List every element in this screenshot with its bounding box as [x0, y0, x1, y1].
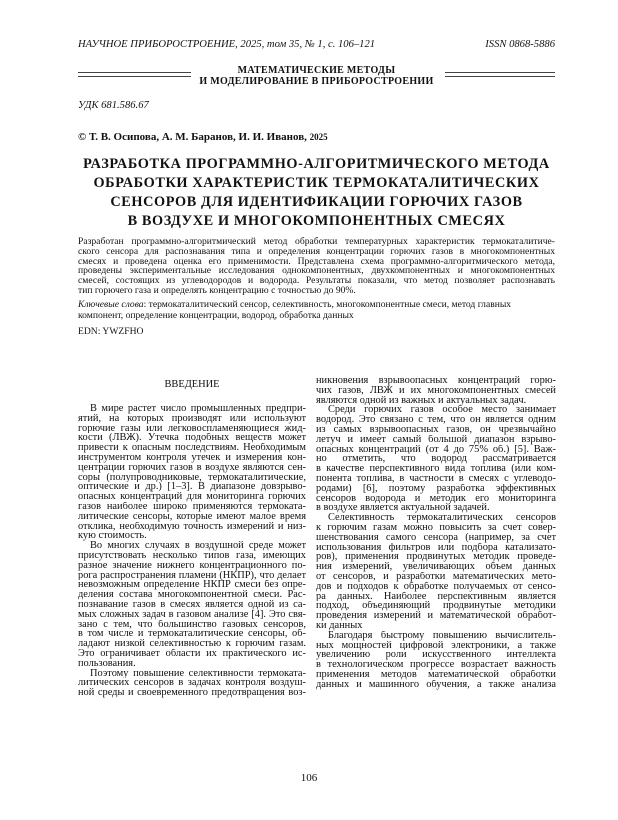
text-line: увеличению роли искусственного интеллекта [316, 650, 556, 661]
text-line: кости (ЛВЖ). Утечка подобных веществ может [78, 433, 306, 444]
text-line: деления состава многокомпонентной смеси. Рас- [78, 590, 306, 600]
text-line: использования фильтров или подбора катализато- [316, 542, 556, 553]
text-line: из самых взрывоопасных газов, он чрезвычайно [316, 424, 556, 435]
text-line: являются одной из важных и актуальных задач. [316, 395, 527, 406]
text-line: опасных концентраций для мониторинга горючих [78, 492, 306, 502]
text-line: присутствовать несколько типов газа, имеющих [78, 550, 306, 561]
text-line: познавание газов в смесях является одной из са- [78, 599, 306, 610]
copyright-symbol: © [78, 131, 87, 143]
text-line: дов и подходов к обработке получаемых от сенсо- [316, 581, 556, 592]
text-line: водород. Это связано с тем, что он является одним [316, 415, 556, 425]
text-line: никновения взрывоопасных концентраций горю- [316, 376, 556, 386]
text-line: в технологическом прогрессе возрастает важность [316, 660, 556, 670]
abstract-line: Разработан программно-алгоритмический метод обработки температурных характеристик термокаталитиче- [78, 237, 555, 247]
text-line: ки данных [316, 620, 363, 631]
text-line: зано с тем, что большинство газовых сенсоров, [78, 619, 306, 630]
text-line: ния измерений, увеличивающих объем данных [316, 562, 556, 572]
text-line: применения методов математической обработки [316, 669, 556, 680]
keywords-label: Ключевые слова [78, 299, 144, 310]
paper-title [78, 155, 555, 231]
journal-citation: НАУЧНОЕ ПРИБОРОСТРОЕНИЕ, 2025, том 35, № 1, с. 106–121 [78, 39, 376, 50]
text-line: пользования. [78, 658, 136, 669]
paragraph [78, 541, 306, 668]
paragraph [316, 513, 556, 631]
abstract [78, 237, 555, 296]
text-line: в воздухе является актуальной задачей. [316, 503, 490, 514]
text-line: ных мощностей цифровой электроники, а также [316, 640, 556, 651]
text-line: кую стоимость. [78, 531, 147, 542]
text-line: летуч и имеет самый большой диапазон взрыво- [316, 434, 556, 445]
title-line: РАЗРАБОТКА ПРОГРАММНО-АЛГОРИТМИЧЕСКОГО МЕТОДА [83, 156, 550, 172]
text-line: Во многих случаях в воздушной среде может [90, 541, 306, 551]
title-line: СЕНСОРОВ ДЛЯ ИДЕНТИФИКАЦИИ ГОРЮЧИХ ГАЗОВ [110, 194, 523, 210]
text-line: Селективность термокаталитических сенсоров [328, 513, 556, 523]
copyright-year: 2025 [309, 132, 328, 142]
authors [78, 131, 328, 143]
text-line: шенствования самого сенсора (например, за счет [316, 532, 556, 543]
right-column [316, 376, 556, 690]
page-number: 106 [300, 772, 318, 784]
text-line: центрации горючих газов в воздухе являются сен- [78, 462, 306, 473]
text-line: инструментом контроля утечек и измерения кон- [78, 452, 306, 463]
abstract-line: ского сенсора для распознавания типа и определения концентрации горючих газов в многокомпонентных [78, 246, 555, 257]
text-line: подход, объединяющий продвинутые методики [316, 601, 556, 612]
paragraph [78, 669, 306, 698]
author-names: Т. В. Осипова, А. М. Баранов, И. И. Иванов, [88, 131, 307, 143]
text-line: ятий, на которых производят или используют [78, 413, 306, 424]
text-line: сенсоров водорода и методик его мониторинга [316, 493, 556, 504]
text-line: литические сенсоры, которые имеют малое время [78, 511, 306, 522]
text-line: газов наиболее широко применяются термоката- [78, 501, 306, 512]
text-line: отклика, необходимую точность измерений и низ- [78, 521, 306, 532]
abstract-line: тип горючего газа и определять концентрацию с точностью до 90%. [78, 285, 356, 296]
text-line: горючие газы или легковоспламеняющиеся жид- [78, 423, 306, 434]
text-line: ной среды и своевременного предотвращения воз- [78, 688, 306, 698]
text-line: Поэтому повышение селективности термоката- [90, 668, 306, 679]
left-column [78, 404, 306, 698]
section-title-introduction: ВВЕДЕНИЕ [164, 379, 220, 390]
text-line: данных и машинного обучения, а также анализа [316, 679, 556, 690]
paragraph [316, 376, 556, 405]
paragraph [316, 405, 556, 513]
title-line: В ВОЗДУХЕ И МНОГОКОМПОНЕНТНЫХ СМЕСЯХ [127, 213, 506, 229]
keywords-text: : термокаталитический сенсор, селективность, многокомпонентные смеси, метод главных компонент, определение концентрации, водород, обработка данных [78, 299, 512, 321]
text-line: рога распространения пламени (НКПР), что делает [78, 570, 306, 581]
section-heading [78, 65, 555, 87]
paragraph [78, 404, 306, 541]
text-line: к горючим газам можно повысить за счет совер- [316, 522, 556, 533]
text-line: в качестве перспективного вида топлива (или ком- [316, 464, 556, 474]
text-line: литических сенсоров в задачах контроля воздуш- [78, 678, 306, 689]
keywords [78, 300, 555, 321]
text-line: от сенсоров, и разработки математических мето- [316, 571, 556, 582]
text-line: привести к опасным последствиям. Необходимым [78, 443, 306, 453]
text-line: оптические и др.) [1–3]. В диапазоне довзрыво- [78, 482, 306, 493]
section-heading-line: И МОДЕЛИРОВАНИЕ В ПРИБОРОСТРОЕНИИ [199, 76, 434, 87]
text-line: проведения измерений и математической обработ- [316, 611, 556, 621]
text-line: понента топлива, в частности в смесях с углеводо- [316, 473, 556, 484]
udk-code: УДК 681.586.67 [78, 100, 149, 111]
text-line: в том числе и термокаталитические сенсоры, об- [78, 629, 306, 640]
issn: ISSN 0868-5886 [485, 39, 555, 50]
text-line: чих газов, ЛВЖ и их многокомпонентных смесей [316, 385, 556, 396]
text-line: Благодаря быстрому повышению вычислитель- [328, 630, 556, 641]
abstract-line: смесях и проведена оценка его применимости. Представлена схема программно-алгоритмического метода, [78, 256, 555, 267]
text-line: В мире растет число промышленных предпри- [90, 404, 306, 414]
text-line: но отметить, что водород рассматривается [316, 454, 556, 465]
text-line: родами) [6], поэтому разработка эффективных [316, 483, 556, 494]
paragraph [316, 631, 556, 690]
text-line: ра данных. Наиболее перспективным является [316, 591, 556, 602]
edn: EDN: YWZFHO [78, 326, 144, 337]
abstract-line: проведены экспериментальные исследования однокомпонентных, двухкомпонентных и многокомпонентных [78, 266, 555, 277]
title-line: ОБРАБОТКИ ХАРАКТЕРИСТИК ТЕРМОКАТАЛИТИЧЕСКИХ [93, 175, 540, 191]
text-line: Среди горючих газов особое место занимает [328, 405, 556, 416]
text-line: ладают низкой селективностью к горючим газам. [78, 639, 306, 649]
text-line: невозможным определение НКПР смеси без опре- [78, 580, 306, 591]
text-line: соры (полупроводниковые, термокаталитические, [78, 472, 306, 483]
text-line: Это ограничивает области их практического ис- [78, 648, 306, 659]
section-heading-line: МАТЕМАТИЧЕСКИЕ МЕТОДЫ [237, 65, 396, 76]
text-line: ров), применения продвинутых методик проведе- [316, 552, 556, 563]
abstract-line: смесей, состоящих из углеводородов и водорода. Результаты показали, что метод позволяет распознавать [78, 276, 555, 286]
text-line: разное значение нижнего концентрационного по- [78, 560, 306, 571]
text-line: мых сложных задач в газовом анализе [4]. Это свя- [78, 609, 306, 620]
text-line: опасных концентраций (от 4 до 75% об.) [5]. Важ- [316, 444, 556, 455]
